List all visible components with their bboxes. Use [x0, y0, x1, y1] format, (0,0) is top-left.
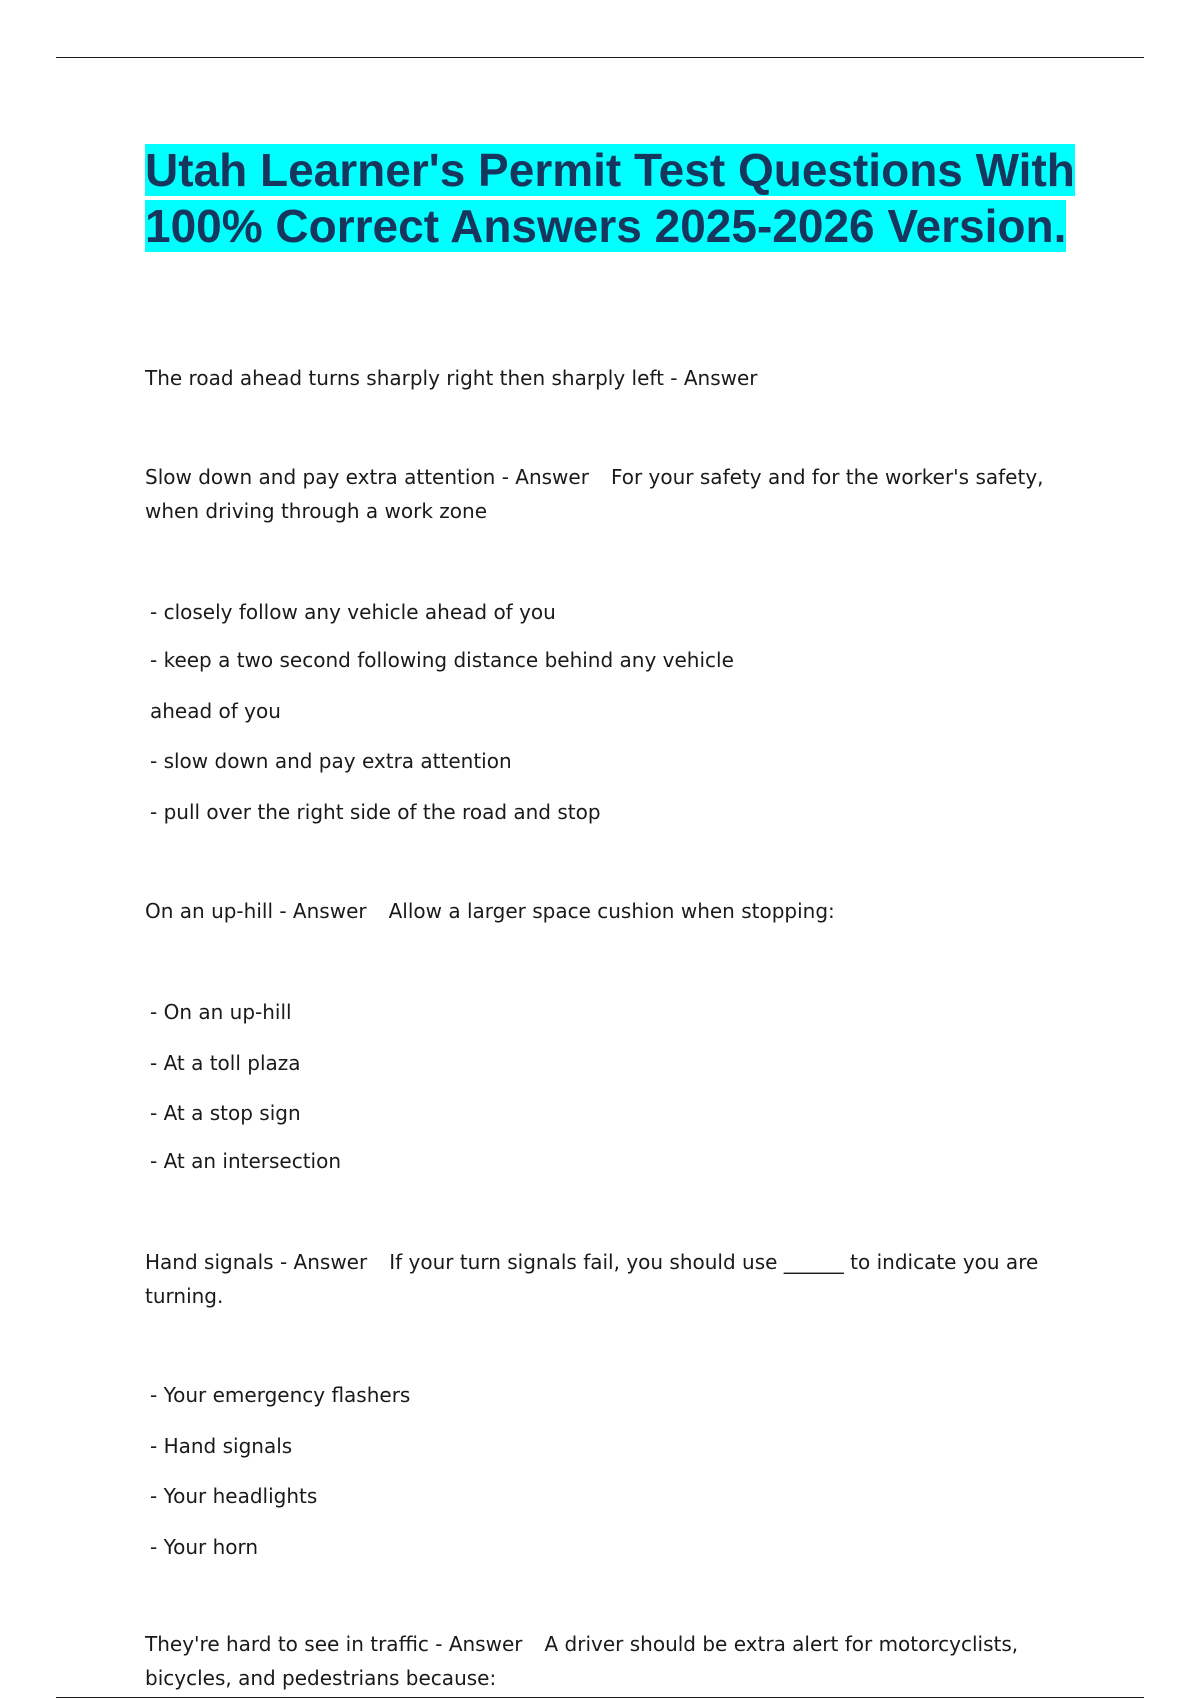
item-2-question: For your safety and for the worker's safety, when driving through a work zone	[145, 465, 1044, 523]
item-2-option: - pull over the right side of the road and stop	[150, 800, 601, 824]
item-4	[145, 1245, 1085, 1313]
item-4-answer: Hand signals - Answer	[145, 1250, 368, 1274]
item-4-option: - Your headlights	[150, 1484, 318, 1508]
item-5	[145, 1627, 1085, 1695]
item-3-option: - At a stop sign	[150, 1101, 301, 1125]
item-2-answer: Slow down and pay extra attention - Answer	[145, 465, 589, 489]
item-3-option: - At a toll plaza	[150, 1051, 301, 1075]
item-2	[145, 460, 1085, 528]
item-4-option: - Your horn	[150, 1535, 259, 1559]
item-3-answer: On an up-hill - Answer	[145, 899, 367, 923]
item-4-option: - Hand signals	[150, 1434, 293, 1458]
title-highlight: Utah Learner's Permit Test Questions With 100% Correct Answers 2025-2026 Version.	[145, 144, 1075, 252]
item-3	[145, 894, 835, 928]
item-2-option: ahead of you	[150, 699, 281, 723]
item-2-option: - slow down and pay extra attention	[150, 749, 512, 773]
item-5-question: A driver should be extra alert for motorcyclists, bicycles, and pedestrians because:	[145, 1632, 1019, 1690]
item-3-question: Allow a larger space cushion when stopping:	[388, 899, 835, 923]
bottom-rule	[56, 1697, 1144, 1698]
item-2-option: - closely follow any vehicle ahead of you	[150, 600, 556, 624]
document-title	[145, 142, 1105, 254]
item-3-option: - At an intersection	[150, 1149, 342, 1173]
item-2-option: - keep a two second following distance behind any vehicle	[150, 648, 734, 672]
item-4-option: - Your emergency flashers	[150, 1383, 411, 1407]
top-rule	[56, 57, 1144, 58]
item-5-answer: They're hard to see in traffic - Answer	[145, 1632, 523, 1656]
item-1-answer: The road ahead turns sharply right then sharply left - Answer	[145, 366, 758, 390]
item-4-question: If your turn signals fail, you should use ______ to indicate you are turning.	[145, 1250, 1039, 1308]
item-3-option: - On an up-hill	[150, 1000, 292, 1024]
